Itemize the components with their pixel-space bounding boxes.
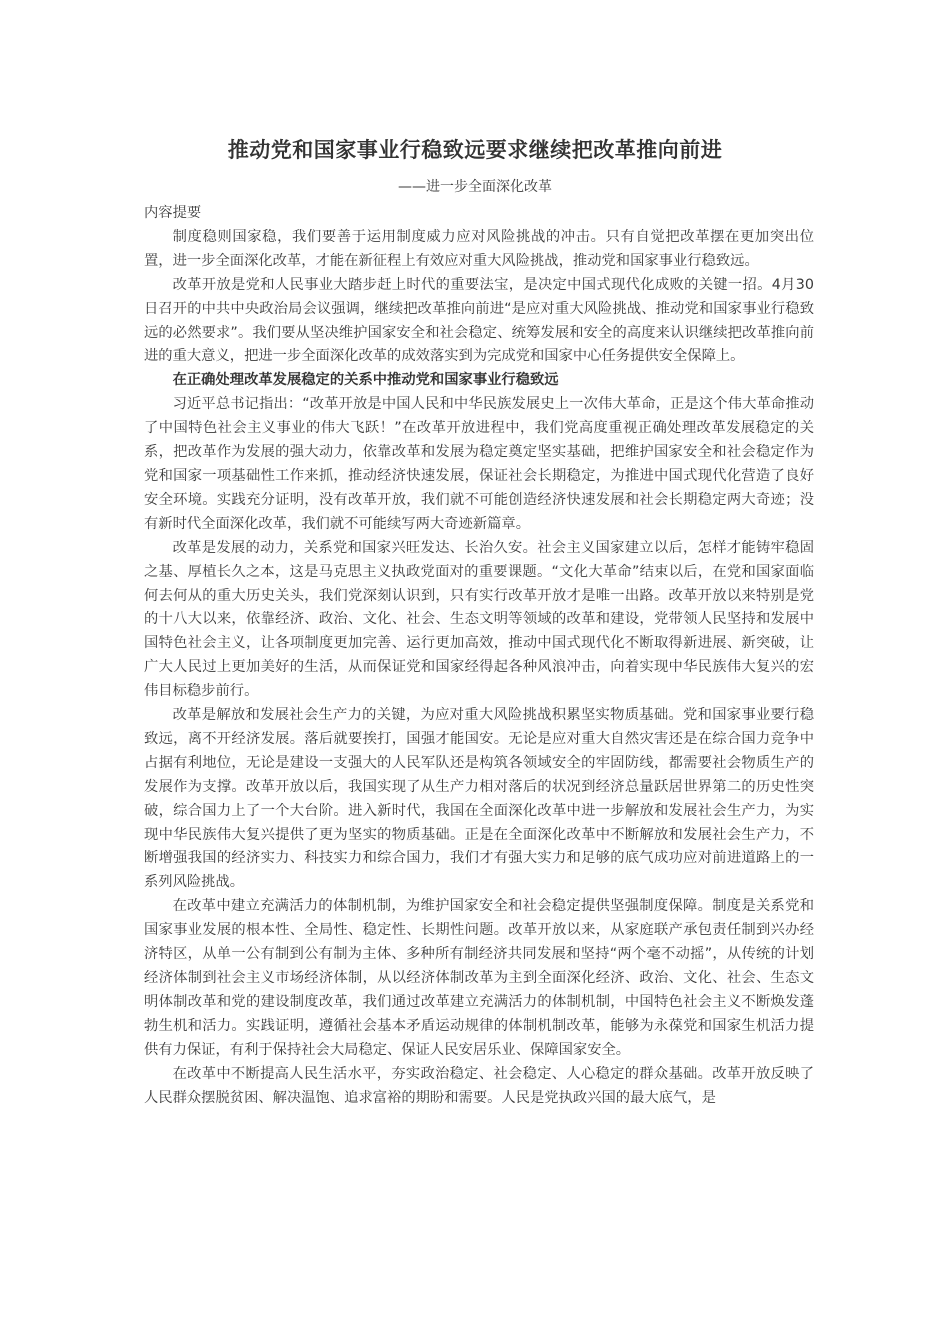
section-heading: 在正确处理改革发展稳定的关系中推动党和国家事业行稳致远 bbox=[172, 372, 559, 389]
paragraph: 习近平总书记指出：“改革开放是中国人民和中华民族发展史上一次伟大革命，正是这个伟大革命推动了中国特色社会主义事业的伟大飞跃！”在改革开放进程中，我们党高度重视正确处理改革发展稳定的关系，把改革作为发展的强大动力，依靠改革和发展为稳定奠定坚实基础，把维护国家安全和社会稳定作为党和国家一项基础性工作来抓，推动经济快速发展，保证社会长期稳定，为推进中国式现代化营造了良好安全环境。实践充分证明，没有改革开放，我们就不可能创造经济快速发展和社会长期稳定两大奇迹；没有新时代全面深化改革，我们就不可能续写两大奇迹新篇章。 bbox=[144, 396, 814, 532]
paragraph: 在改革中不断提高人民生活水平，夯实政治稳定、社会稳定、人心稳定的群众基础。改革开放反映了人民群众摆脱贫困、解决温饱、追求富裕的期盼和需要。人民是党执政兴国的最大底气，是 bbox=[144, 1065, 814, 1106]
document-subtitle: ——进一步全面深化改革 bbox=[398, 179, 552, 195]
paragraph: 改革开放是党和人民事业大踏步赶上时代的重要法宝，是决定中国式现代化成败的关键一招。4月30日召开的中共中央政治局会议强调，继续把改革推向前进“是应对重大风险挑战、推动党和国家事业行稳致远的必然要求”。我们要从坚决维护国家安全和社会稳定、统筹发展和安全的高度来认识继续把改革推向前进的重大意义，把进一步全面深化改革的成效落实到为完成党和国家中心任务提供安全保障上。 bbox=[144, 276, 814, 365]
paragraph: 改革是解放和发展社会生产力的关键，为应对重大风险挑战积累坚实物质基础。党和国家事业要行稳致远，离不开经济发展。落后就要挨打，国强才能国安。无论是应对重大自然灾害还是在综合国力竞争中占据有利地位，无论是建设一支强大的人民军队还是构筑各领域安全的牢固防线，都需要社会物质生产的发展作为支撑。改革开放以后，我国实现了从生产力相对落后的状况到经济总量跃居世界第二的历史性突破，综合国力上了一个大台阶。进入新时代，我国在全面深化改革中进一步解放和发展社会生产力，为实现中华民族伟大复兴提供了更为坚实的物质基础。正是在全面深化改革中不断解放和发展社会生产力，不断增强我国的经济实力、科技实力和综合国力，我们才有强大实力和足够的底气成功应对前进道路上的一系列风险挑战。 bbox=[144, 707, 814, 891]
paragraph: 在改革中建立充满活力的体制机制，为维护国家安全和社会稳定提供坚强制度保障。制度是关系党和国家事业发展的根本性、全局性、稳定性、长期性问题。改革开放以来，从家庭联产承包责任制到兴办经济特区，从单一公有制到公有制为主体、多种所有制经济共同发展和坚持“两个毫不动摇”，从传统的计划经济体制到社会主义市场经济体制，从以经济体制改革为主到全面深化经济、政治、文化、社会、生态文明体制改革和党的建设制度改革，我们通过改革建立充满活力的体制机制，中国特色社会主义不断焕发蓬勃生机和活力。实践证明，遵循社会基本矛盾运动规律的体制机制改革，能够为永葆党和国家生机活力提供有力保证，有利于保持社会大局稳定、保证人民安居乐业、保障国家安全。 bbox=[144, 898, 814, 1058]
document-body bbox=[144, 202, 814, 1110]
paragraph: 制度稳则国家稳，我们要善于运用制度威力应对风险挑战的冲击。只有自觉把改革摆在更加突出位置，进一步全面深化改革，才能在新征程上有效应对重大风险挑战，推动党和国家事业行稳致远。 bbox=[144, 228, 814, 269]
paragraph: 改革是发展的动力，关系党和国家兴旺发达、长治久安。社会主义国家建立以后，怎样才能铸牢稳固之基、厚植长久之本，这是马克思主义执政党面对的重要课题。“文化大革命”结束以后，在党和国家面临何去何从的重大历史关头，我们党深刻认识到，只有实行改革开放才是唯一出路。改革开放以来特别是党的十八大以来，依靠经济、政治、文化、社会、生态文明等领域的改革和建设，党带领人民坚持和发展中国特色社会主义，让各项制度更加完善、运行更加高效，推动中国式现代化不断取得新进展、新突破，让广大人民过上更加美好的生活，从而保证党和国家经得起各种风浪冲击，向着实现中华民族伟大复兴的宏伟目标稳步前行。 bbox=[144, 539, 814, 700]
abstract-label: 内容提要 bbox=[144, 205, 202, 221]
document-title: 推动党和国家事业行稳致远要求继续把改革推向前进 bbox=[227, 138, 723, 162]
